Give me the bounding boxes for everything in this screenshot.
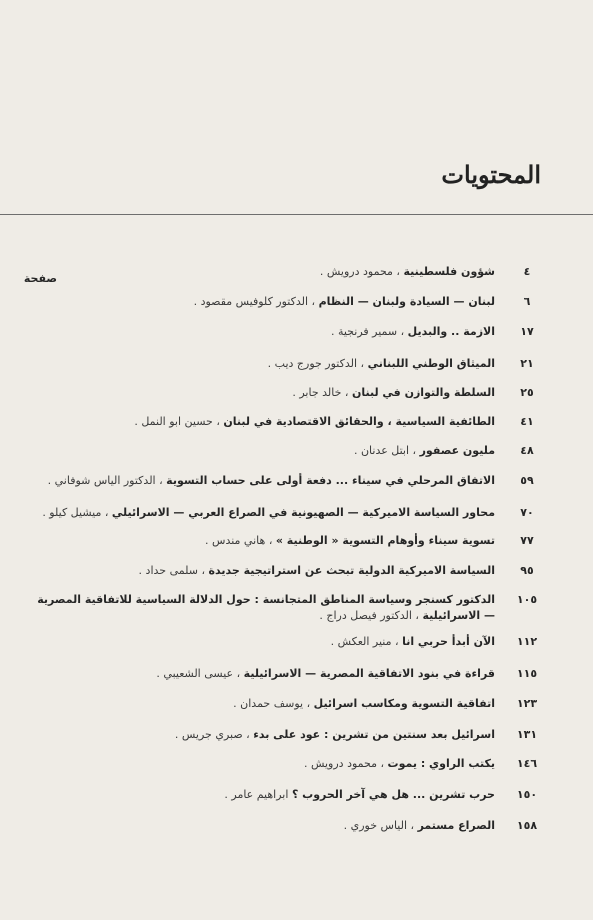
page-title: المحتويات bbox=[441, 160, 541, 189]
entry-title: يكتب الراوي : يموت bbox=[387, 757, 495, 770]
page-number: ١١٥ bbox=[516, 667, 538, 680]
page-number: ٩٥ bbox=[520, 564, 534, 577]
page-number: ١٤٦ bbox=[516, 757, 538, 770]
page-column-label: صفحة bbox=[23, 272, 57, 285]
toc-entry bbox=[25, 787, 545, 803]
entry-author: ، سمير فرنجية . bbox=[330, 325, 405, 338]
toc-entry bbox=[25, 443, 545, 459]
entry-author: ، الدكتور فيصل دراج . bbox=[319, 609, 419, 622]
entry-title: الاتفاق المرحلي في سيناء ... دفعة أولى على حساب التسوية bbox=[166, 474, 495, 487]
page-number: ١١٢ bbox=[516, 635, 538, 648]
toc-entry bbox=[25, 414, 545, 430]
page-number: ١٥٨ bbox=[516, 819, 538, 832]
entry-title: الطائفية السياسية ، والحقائق الاقتصادية في لبنان bbox=[223, 415, 495, 428]
page-number: ٢٥ bbox=[520, 386, 534, 399]
toc-entry bbox=[25, 563, 545, 579]
header-rule bbox=[0, 214, 593, 215]
toc-entry bbox=[25, 756, 545, 772]
entry-title: الآن أبدأ حربي انا bbox=[402, 635, 495, 648]
page-number: ٢١ bbox=[520, 357, 534, 370]
entry-author: ، هاني مندس . bbox=[205, 534, 273, 547]
toc-entry bbox=[25, 592, 545, 624]
entry-author: ، ميشيل كيلو . bbox=[42, 506, 109, 519]
entry-author: ، يوسف حمدان . bbox=[233, 697, 311, 710]
entry-title: الميثاق الوطني اللبناني bbox=[367, 357, 495, 370]
toc-entry bbox=[25, 727, 545, 743]
page-number: ٥٩ bbox=[520, 474, 534, 487]
page-number: ١٥٠ bbox=[516, 788, 538, 801]
entry-title: الصراع مستمر bbox=[417, 819, 495, 832]
entry-title: لبنان — السيادة ولبنان — النظام bbox=[318, 295, 495, 308]
entry-author: ، صبري جريس . bbox=[174, 728, 250, 741]
toc-entry bbox=[25, 264, 545, 280]
entry-title: السياسة الاميركية الدولية تبحث عن استراتيجية جديدة bbox=[208, 564, 495, 577]
page-number: ١٧ bbox=[520, 325, 534, 338]
entry-author: ، الياس خوري . bbox=[343, 819, 415, 832]
entry-author: ، سلمى حداد . bbox=[138, 564, 205, 577]
toc-entry bbox=[25, 356, 545, 372]
entry-author: ، محمود درويش . bbox=[319, 265, 400, 278]
entry-author: ، الدكتور الياس شوفاني . bbox=[47, 474, 163, 487]
page-number: ٦ bbox=[523, 295, 531, 308]
entry-title: الازمة .. والبديل bbox=[407, 325, 495, 338]
entry-title: الدكتور كسنجر وسياسة المناطق المتجانسة : حول الدلالة السياسية للاتفاقية المصرية — الاسرائيلية bbox=[37, 593, 495, 622]
entry-author: ، حسين ابو النمل . bbox=[134, 415, 220, 428]
page-number: ١٢٣ bbox=[516, 697, 538, 710]
entry-author: ، منير العكش . bbox=[330, 635, 399, 648]
toc-entry bbox=[25, 696, 545, 712]
entry-title: قراءة في بنود الاتفاقية المصرية — الاسرائيلية bbox=[243, 667, 495, 680]
entry-title: حرب تشرين ... هل هي آخر الحروب ؟ bbox=[291, 788, 495, 801]
entry-title: محاور السياسة الاميركية — الصهيونية في الصراع العربي — الاسرائيلي bbox=[111, 506, 495, 519]
entry-author: ، عيسى الشعيبي . bbox=[156, 667, 241, 680]
page-number: ٤ bbox=[523, 265, 531, 278]
toc-entry bbox=[25, 666, 545, 682]
entry-title: مليون عصفور bbox=[419, 444, 495, 457]
toc-entry bbox=[25, 533, 545, 549]
entry-title: تسوية سيناء وأوهام التسوية « الوطنية » bbox=[275, 534, 495, 547]
page-number: ١٣١ bbox=[516, 728, 538, 741]
entry-title: اتفاقية التسوية ومكاسب اسرائيل bbox=[313, 697, 495, 710]
toc-entry bbox=[25, 294, 545, 310]
page-number: ٤٨ bbox=[520, 444, 534, 457]
page-number: ٤١ bbox=[520, 415, 534, 428]
entry-author: ، محمود درويش . bbox=[303, 757, 385, 770]
toc-entry bbox=[25, 385, 545, 401]
entry-author: ابراهيم عامر . bbox=[224, 788, 289, 801]
entry-author: ، الدكتور كلوفيس مقصود . bbox=[193, 295, 316, 308]
entry-author: ، ابتل عدنان . bbox=[353, 444, 417, 457]
entry-author: ، الدكتور جورج ديب . bbox=[267, 357, 365, 370]
toc-entry bbox=[25, 324, 545, 340]
page-number: ١٠٥ bbox=[516, 593, 538, 606]
toc-entry bbox=[25, 818, 545, 834]
toc-entry bbox=[25, 505, 545, 521]
entry-author: ، خالد جابر . bbox=[292, 386, 349, 399]
entry-title: اسرائيل بعد سنتين من تشرين : عود على بدء bbox=[253, 728, 495, 741]
page-number: ٧٠ bbox=[520, 506, 534, 519]
page-number: ٧٧ bbox=[520, 534, 534, 547]
entry-title: السلطة والتوازن في لبنان bbox=[351, 386, 495, 399]
toc-entry bbox=[25, 634, 545, 650]
toc-entry bbox=[25, 473, 545, 489]
entry-title: شؤون فلسطينية bbox=[403, 265, 495, 278]
